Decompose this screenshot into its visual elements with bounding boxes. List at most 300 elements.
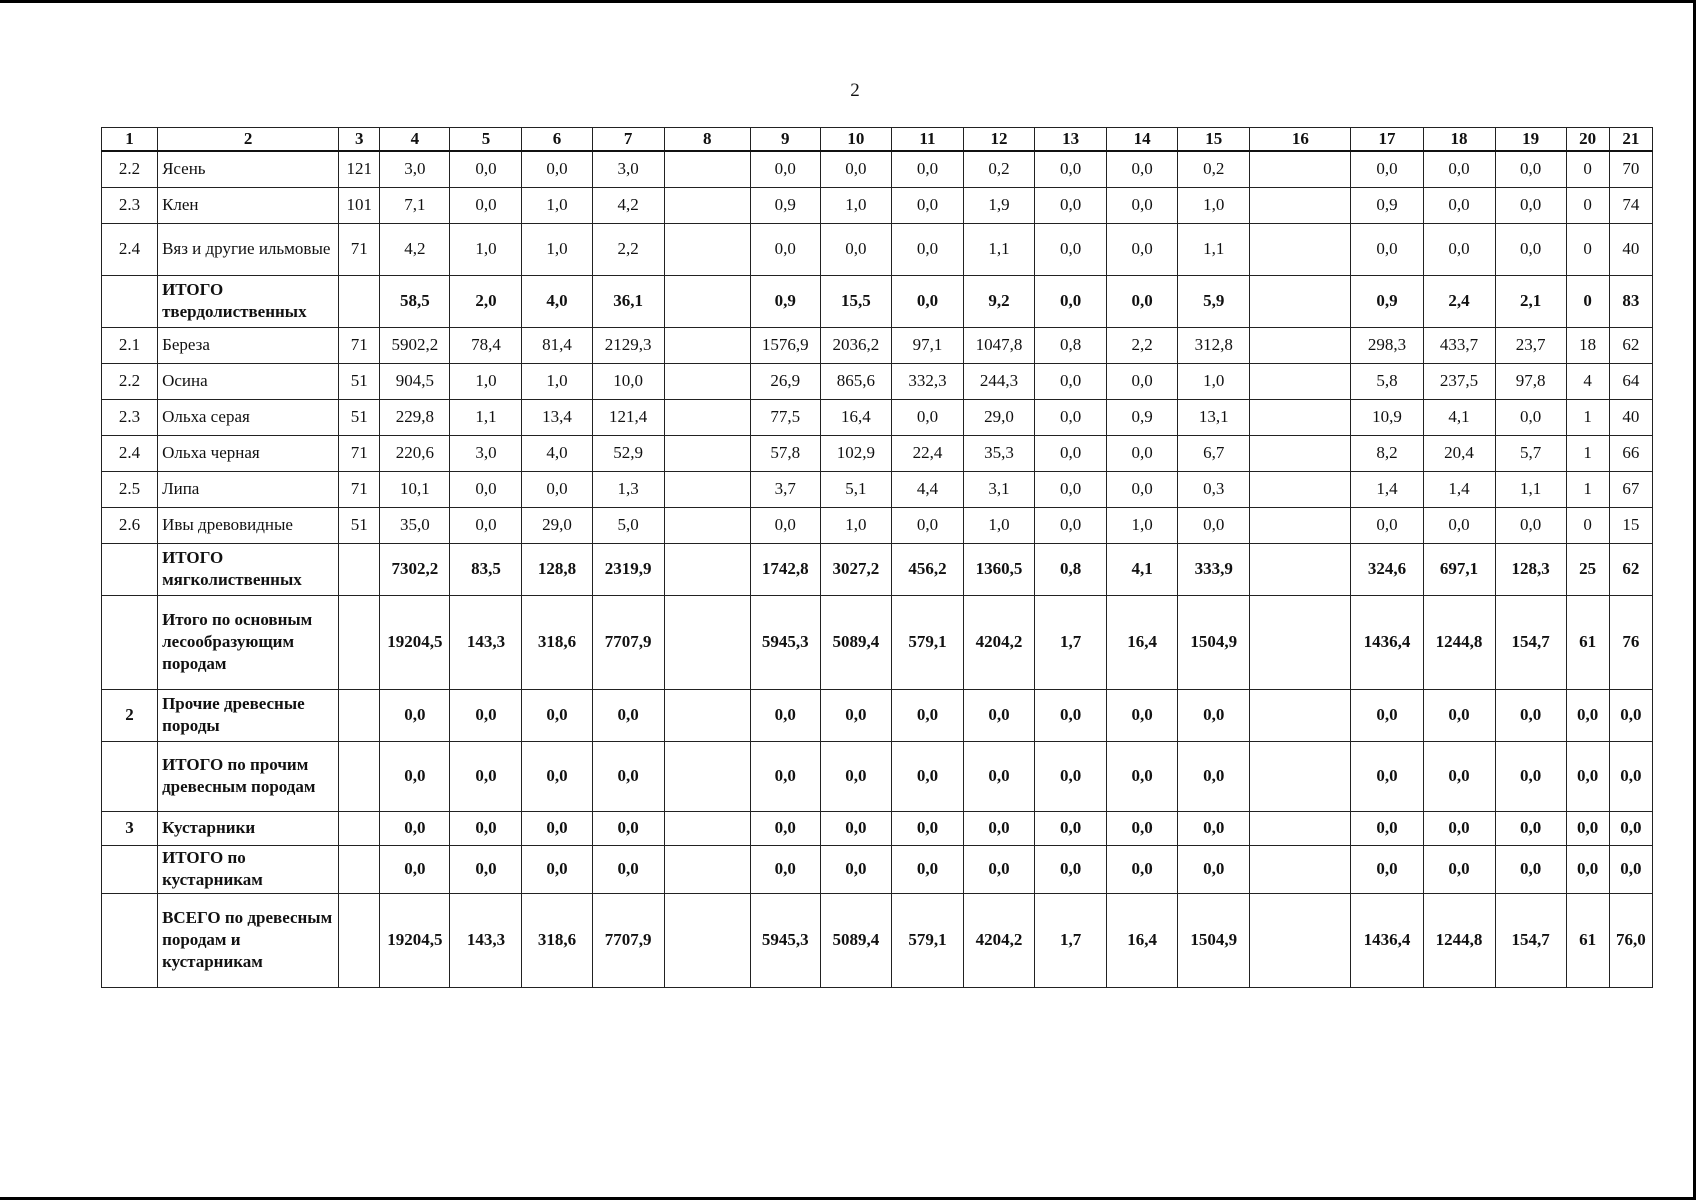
table-cell: 0,0 [750,689,820,741]
table-cell: 2 [102,689,158,741]
table-cell [664,223,750,275]
table-cell: 0,0 [820,223,891,275]
table-cell: 2.4 [102,435,158,471]
table-cell: 35,3 [963,435,1034,471]
table-cell: 0,0 [1035,471,1107,507]
table-cell: 0,0 [963,811,1034,845]
column-header-14: 14 [1107,128,1178,152]
table-cell: 0,0 [750,741,820,811]
table-cell: 40 [1609,399,1652,435]
table-cell: 2,2 [1107,327,1178,363]
table-cell: 904,5 [380,363,450,399]
table-cell: 0,0 [1178,811,1250,845]
table-cell: 0,0 [1351,223,1423,275]
table-cell: 0 [1566,223,1609,275]
table-row [102,275,1653,327]
species-name-cell: ИТОГО по прочим древесным породам [158,741,339,811]
species-name-cell: Ольха черная [158,435,339,471]
table-cell: 40 [1609,223,1652,275]
column-header-3: 3 [339,128,380,152]
table-cell: 9,2 [963,275,1034,327]
table-cell: 3,0 [592,151,664,187]
table-cell: 154,7 [1495,893,1566,987]
table-cell: 0,0 [1351,811,1423,845]
species-name-cell: ИТОГО мягколиственных [158,543,339,595]
table-cell: 5,7 [1495,435,1566,471]
table-cell: 52,9 [592,435,664,471]
table-cell: 0,0 [1178,741,1250,811]
table-cell: 0,0 [891,399,963,435]
table-cell: 0,0 [1566,845,1609,893]
table-cell: 77,5 [750,399,820,435]
table-cell: 0,0 [1423,741,1495,811]
species-name-cell: Кустарники [158,811,339,845]
table-row [102,595,1653,689]
table-cell: 76 [1609,595,1652,689]
table-cell: 4,1 [1423,399,1495,435]
table-cell: 1,0 [820,507,891,543]
table-cell: 3,7 [750,471,820,507]
table-cell: 237,5 [1423,363,1495,399]
table-cell: 2.3 [102,399,158,435]
table-cell: 83,5 [450,543,522,595]
table-cell [1250,399,1351,435]
table-cell: 29,0 [963,399,1034,435]
table-cell [339,275,380,327]
table-cell: 0,0 [1035,187,1107,223]
table-cell [339,845,380,893]
table-cell: 3,0 [450,435,522,471]
table-cell: 61 [1566,595,1609,689]
table-cell: 61 [1566,893,1609,987]
table-row [102,151,1653,187]
table-cell: 220,6 [380,435,450,471]
table-cell: 0,0 [1566,741,1609,811]
table-cell: 697,1 [1423,543,1495,595]
table-cell: 4,2 [380,223,450,275]
table-cell: 0,0 [450,811,522,845]
column-header-11: 11 [891,128,963,152]
table-cell: 1742,8 [750,543,820,595]
species-name-cell: Ивы древовидные [158,507,339,543]
table-cell: 0,0 [1035,741,1107,811]
table-cell: 7707,9 [592,595,664,689]
table-cell: 2,2 [592,223,664,275]
table-cell: 101 [339,187,380,223]
table-row [102,399,1653,435]
table-cell: 433,7 [1423,327,1495,363]
table-cell: 64 [1609,363,1652,399]
table-cell: 0,0 [1609,741,1652,811]
table-cell: 1 [1566,399,1609,435]
column-header-20: 20 [1566,128,1609,152]
table-cell: 0,0 [450,741,522,811]
table-cell: 1,7 [1035,893,1107,987]
column-header-21: 21 [1609,128,1652,152]
table-cell: 0,0 [820,151,891,187]
table-cell: 0,0 [592,741,664,811]
table-cell: 0,9 [1107,399,1178,435]
column-header-19: 19 [1495,128,1566,152]
table-cell: 0 [1566,275,1609,327]
table-cell: 5902,2 [380,327,450,363]
table-cell: 19204,5 [380,595,450,689]
table-cell: 0,0 [1107,151,1178,187]
table-cell: 1 [1566,471,1609,507]
table-row [102,187,1653,223]
table-cell [664,811,750,845]
column-header-5: 5 [450,128,522,152]
table-cell [339,689,380,741]
table-cell: 1,7 [1035,595,1107,689]
table-cell: 0,0 [380,811,450,845]
table-cell [339,543,380,595]
table-cell [1250,327,1351,363]
table-cell: 318,6 [522,893,592,987]
table-cell: 62 [1609,543,1652,595]
table-cell: 5089,4 [820,595,891,689]
table-cell: 97,8 [1495,363,1566,399]
table-cell: 1,0 [1178,363,1250,399]
table-cell: 29,0 [522,507,592,543]
table-cell: 0,0 [522,471,592,507]
table-cell: 0,0 [1107,187,1178,223]
table-cell [664,507,750,543]
table-cell: 4,1 [1107,543,1178,595]
species-name-cell: Осина [158,363,339,399]
table-cell: 74 [1609,187,1652,223]
table-cell [664,399,750,435]
table-cell: 2.2 [102,151,158,187]
table-cell [664,327,750,363]
table-cell: 0,0 [1495,223,1566,275]
table-cell: 0,0 [891,507,963,543]
species-name-cell: Береза [158,327,339,363]
table-cell: 1,0 [522,187,592,223]
table-cell: 0,0 [450,689,522,741]
species-name-cell: Ольха серая [158,399,339,435]
table-cell: 4,0 [522,435,592,471]
table-cell [1250,471,1351,507]
table-cell: 0,0 [380,689,450,741]
table-cell: 2129,3 [592,327,664,363]
table-cell: 0,9 [750,187,820,223]
table-cell: 0,0 [820,741,891,811]
table-cell: 456,2 [891,543,963,595]
table-cell [1250,595,1351,689]
table-cell: 579,1 [891,595,963,689]
table-cell: 1,1 [1495,471,1566,507]
table-cell: 0,9 [1351,187,1423,223]
table-cell: 83 [1609,275,1652,327]
table-cell [1250,435,1351,471]
table-cell [1250,275,1351,327]
table-cell: 0 [1566,507,1609,543]
column-header-4: 4 [380,128,450,152]
table-cell: 51 [339,363,380,399]
table-cell: 0,9 [750,275,820,327]
table-cell: 0,0 [1495,689,1566,741]
table-cell: 2036,2 [820,327,891,363]
table-cell: 22,4 [891,435,963,471]
table-cell: 229,8 [380,399,450,435]
table-row [102,845,1653,893]
table-cell: 0,0 [1178,507,1250,543]
table-body [102,151,1653,987]
table-cell: 0,0 [963,741,1034,811]
table-cell: 35,0 [380,507,450,543]
page-border-top [0,0,1696,3]
table-cell: 0,0 [891,151,963,187]
table-cell: 2,0 [450,275,522,327]
table-cell: 4 [1566,363,1609,399]
table-row [102,327,1653,363]
table-cell: 1244,8 [1423,595,1495,689]
table-cell: 0,0 [820,689,891,741]
table-cell: 71 [339,471,380,507]
table-cell: 0,0 [1495,811,1566,845]
table-cell: 1,0 [522,223,592,275]
table-row [102,689,1653,741]
table-cell: 0,0 [450,507,522,543]
table-cell [664,151,750,187]
table-cell [339,595,380,689]
table-cell: 1436,4 [1351,595,1423,689]
table-cell [1250,543,1351,595]
table-cell [1250,811,1351,845]
table-cell: 1,9 [963,187,1034,223]
table-cell: 20,4 [1423,435,1495,471]
table-cell: 58,5 [380,275,450,327]
table-cell: 318,6 [522,595,592,689]
table-cell: 62 [1609,327,1652,363]
table-row [102,507,1653,543]
table-cell: 26,9 [750,363,820,399]
species-name-cell: Ясень [158,151,339,187]
species-name-cell: Итого по основным лесообразующим породам [158,595,339,689]
table-cell: 0,0 [1351,689,1423,741]
table-cell: 0,0 [1423,689,1495,741]
table-cell: 5,9 [1178,275,1250,327]
table-cell: 0,0 [820,845,891,893]
species-name-cell: ИТОГО по кустарникам [158,845,339,893]
table-cell: 67 [1609,471,1652,507]
table-row [102,543,1653,595]
table-cell [664,689,750,741]
table-cell: 16,4 [820,399,891,435]
table-cell: 10,0 [592,363,664,399]
table-cell: 0,0 [1351,507,1423,543]
table-cell: 0,0 [1351,151,1423,187]
table-cell: 0,0 [450,845,522,893]
column-header-1: 1 [102,128,158,152]
table-cell: 0,0 [1423,811,1495,845]
table-cell [1250,507,1351,543]
column-header-18: 18 [1423,128,1495,152]
column-header-16: 16 [1250,128,1351,152]
table-cell: 0,0 [1495,399,1566,435]
table-cell [1250,187,1351,223]
table-cell: 1,0 [522,363,592,399]
table-cell: 1504,9 [1178,595,1250,689]
table-cell: 0,8 [1035,543,1107,595]
table-row [102,741,1653,811]
table-cell: 0,0 [1351,845,1423,893]
table-cell: 1,1 [450,399,522,435]
table-cell [664,845,750,893]
table-cell: 4204,2 [963,595,1034,689]
table-cell: 0,8 [1035,327,1107,363]
table-cell: 66 [1609,435,1652,471]
table-cell: 13,4 [522,399,592,435]
table-cell [102,543,158,595]
table-cell: 1576,9 [750,327,820,363]
table-cell: 332,3 [891,363,963,399]
table-cell: 51 [339,399,380,435]
table-cell: 71 [339,223,380,275]
table-cell [102,595,158,689]
table-cell: 2,4 [1423,275,1495,327]
table-cell: 1436,4 [1351,893,1423,987]
table-cell: 0,0 [1107,689,1178,741]
table-cell: 0,0 [1351,741,1423,811]
table-row [102,893,1653,987]
table-cell: 0,0 [522,151,592,187]
table-cell [664,893,750,987]
table-cell: 0,0 [1035,507,1107,543]
table-cell: 7,1 [380,187,450,223]
table-cell: 57,8 [750,435,820,471]
table-cell: 128,8 [522,543,592,595]
table-cell: 865,6 [820,363,891,399]
table-cell: 0,0 [891,223,963,275]
table-cell: 102,9 [820,435,891,471]
table-cell: 0,0 [1423,223,1495,275]
table-cell: 10,1 [380,471,450,507]
table-cell: 2.3 [102,187,158,223]
table-cell: 19204,5 [380,893,450,987]
table-cell: 0,0 [1107,435,1178,471]
table-cell: 5,8 [1351,363,1423,399]
table-cell: 0,0 [592,845,664,893]
species-name-cell: Прочие древесные породы [158,689,339,741]
table-cell: 1,1 [1178,223,1250,275]
table-cell: 0,0 [1495,741,1566,811]
table-cell: 5945,3 [750,893,820,987]
column-header-2: 2 [158,128,339,152]
table-cell: 16,4 [1107,893,1178,987]
table-cell: 71 [339,327,380,363]
table-cell: 1,4 [1351,471,1423,507]
table-cell [339,893,380,987]
table-cell: 0,0 [592,689,664,741]
table-cell: 5945,3 [750,595,820,689]
table-cell: 0,0 [1107,275,1178,327]
table-cell: 1047,8 [963,327,1034,363]
table-cell: 6,7 [1178,435,1250,471]
table-cell: 0,0 [450,151,522,187]
table-cell: 0,0 [1566,811,1609,845]
table-cell: 0,0 [891,689,963,741]
table-cell: 579,1 [891,893,963,987]
table-cell: 0,0 [1035,399,1107,435]
table-cell [339,741,380,811]
table-cell: 0,0 [1035,363,1107,399]
table-cell: 312,8 [1178,327,1250,363]
table-cell: 5,1 [820,471,891,507]
table-cell: 0,0 [750,845,820,893]
table-cell: 0,2 [963,151,1034,187]
table-cell: 0,0 [592,811,664,845]
table-cell [1250,845,1351,893]
column-header-15: 15 [1178,128,1250,152]
table-cell: 0,0 [1035,845,1107,893]
table-header-row [102,128,1653,152]
table-cell [1250,741,1351,811]
table-cell: 0,0 [891,811,963,845]
table-cell: 3,0 [380,151,450,187]
table-cell: 244,3 [963,363,1034,399]
table-cell: 0,0 [1178,845,1250,893]
table-cell: 51 [339,507,380,543]
table-cell: 0,0 [750,223,820,275]
table-cell: 1,0 [1178,187,1250,223]
table-cell: 2.2 [102,363,158,399]
table-cell: 0,3 [1178,471,1250,507]
table-cell: 36,1 [592,275,664,327]
table-cell: 0,0 [1107,845,1178,893]
table-cell: 70 [1609,151,1652,187]
table-row [102,811,1653,845]
table-cell: 143,3 [450,595,522,689]
table-cell: 0,0 [380,741,450,811]
table-cell: 16,4 [1107,595,1178,689]
table-cell: 324,6 [1351,543,1423,595]
table-cell: 0,0 [1035,275,1107,327]
table-cell: 0,0 [1035,151,1107,187]
table-cell: 298,3 [1351,327,1423,363]
table-cell: 0,0 [820,811,891,845]
table-cell: 4,4 [891,471,963,507]
table-cell: 0,0 [522,845,592,893]
table-cell: 97,1 [891,327,963,363]
table-cell: 4,2 [592,187,664,223]
table-cell: 81,4 [522,327,592,363]
table-cell: 0,0 [1495,845,1566,893]
table-cell: 5089,4 [820,893,891,987]
column-header-8: 8 [664,128,750,152]
species-name-cell: ИТОГО твердолиственных [158,275,339,327]
table-cell: 0,0 [1035,435,1107,471]
table-cell: 3027,2 [820,543,891,595]
table-cell: 18 [1566,327,1609,363]
table-cell: 0,0 [963,689,1034,741]
table-cell: 0,0 [1609,689,1652,741]
table-cell: 0,0 [1035,811,1107,845]
table-cell: 333,9 [1178,543,1250,595]
table-cell: 0,0 [522,811,592,845]
table-cell: 1,1 [963,223,1034,275]
table-cell [1250,151,1351,187]
table-cell: 0,9 [1351,275,1423,327]
table-cell: 3 [102,811,158,845]
table-cell: 0,0 [1495,151,1566,187]
table-cell [664,275,750,327]
species-name-cell: Липа [158,471,339,507]
table-cell: 5,0 [592,507,664,543]
column-header-9: 9 [750,128,820,152]
table-cell: 7707,9 [592,893,664,987]
